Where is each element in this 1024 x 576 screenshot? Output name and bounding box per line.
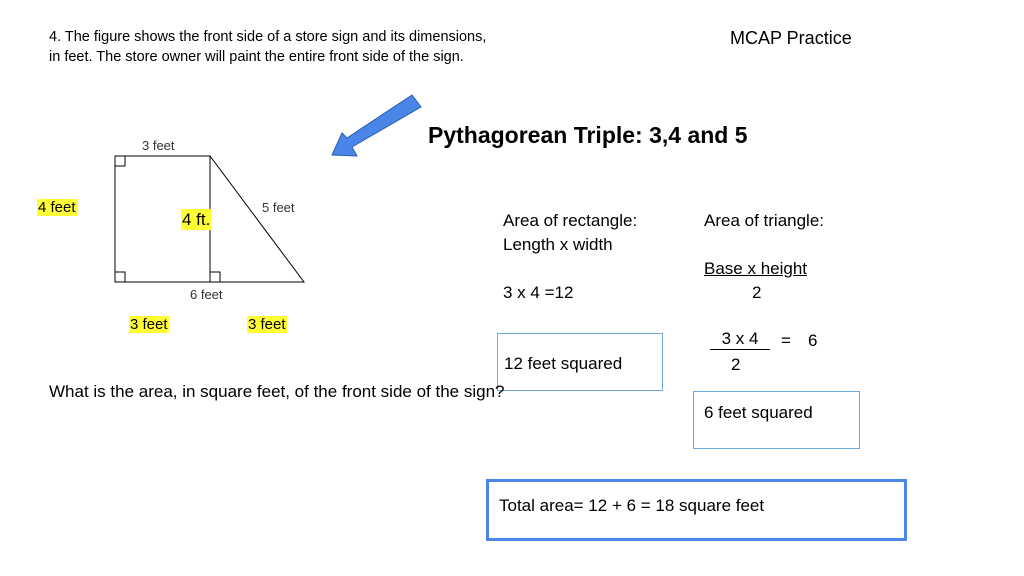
rectangle-answer-box bbox=[497, 333, 663, 391]
bottom-dimension-label: 6 feet bbox=[190, 287, 223, 302]
triangle-calc-equals: = bbox=[781, 331, 791, 350]
triangle-formula-denominator: 2 bbox=[752, 283, 762, 302]
arrow-down-left-icon bbox=[332, 95, 421, 156]
triangle-calc-denominator: 2 bbox=[731, 355, 741, 374]
top-dimension-label: 3 feet bbox=[142, 138, 175, 153]
triangle-answer: 6 feet squared bbox=[704, 403, 813, 422]
bottom-right-base-highlight: 3 feet bbox=[248, 316, 286, 333]
triangle-calc-numerator: 3 x 4 bbox=[710, 329, 770, 350]
triangle-heading: Area of triangle: bbox=[704, 211, 825, 230]
rectangle-calculation: 3 x 4 =12 bbox=[503, 283, 574, 302]
triangle-calc-result: 6 bbox=[808, 331, 818, 350]
rectangle-heading: Area of rectangle: bbox=[503, 211, 638, 230]
triangle-answer-box bbox=[693, 391, 860, 449]
page-title: MCAP Practice bbox=[730, 28, 852, 48]
total-area-box bbox=[486, 479, 907, 541]
right-angle-mark-top bbox=[115, 156, 125, 166]
rectangle-answer: 12 feet squared bbox=[504, 354, 623, 373]
rectangle-formula: Length x width bbox=[503, 235, 613, 254]
left-height-highlight: 4 feet bbox=[38, 199, 76, 216]
right-angle-mark-bottom-left bbox=[115, 272, 125, 282]
question-text: What is the area, in square feet, of the front side of the sign? bbox=[49, 382, 505, 401]
triangle-formula-numerator: Base x height bbox=[704, 259, 808, 278]
bottom-left-base-highlight: 3 feet bbox=[130, 316, 168, 333]
inner-height-highlight: 4 ft. bbox=[182, 210, 211, 229]
hypotenuse-dimension-label: 5 feet bbox=[262, 200, 295, 215]
total-area-text: Total area= 12 + 6 = 18 square feet bbox=[499, 496, 765, 515]
pythagorean-triple-title: Pythagorean Triple: 3,4 and 5 bbox=[428, 122, 748, 148]
problem-statement: 4. The figure shows the front side of a store sign and its dimensions, in feet. The store owner will paint the entire front side of the sign. bbox=[49, 29, 487, 65]
right-angle-mark-bottom-mid bbox=[210, 272, 220, 282]
